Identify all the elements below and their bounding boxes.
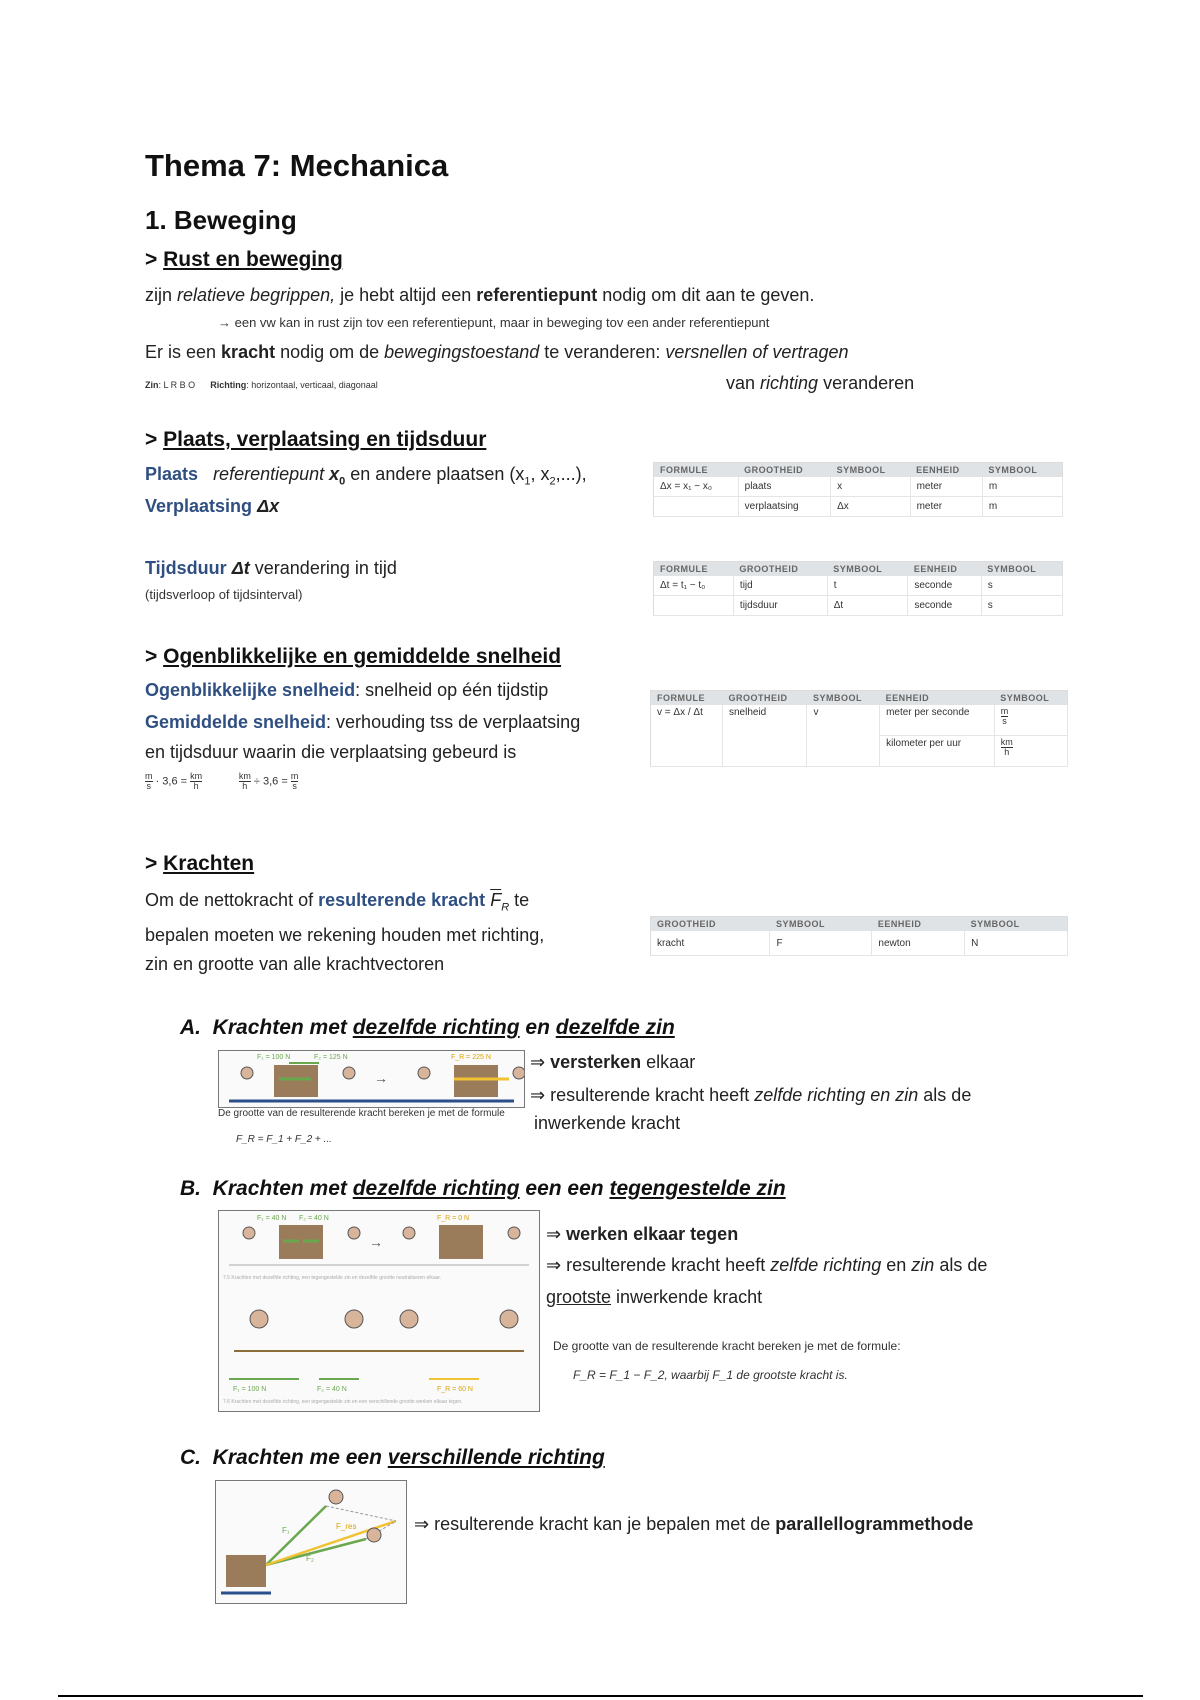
c-bullet-1: ⇒ resulterende kracht kan je bepalen met de parallellogrammethode bbox=[414, 1514, 974, 1534]
table-row: Δt = t₁ − t₀ tijd t seconde s bbox=[654, 576, 1063, 596]
verplaatsing-line: Verplaatsing Δx bbox=[145, 496, 280, 516]
svg-text:F₁ = 40 N: F₁ = 40 N bbox=[257, 1215, 287, 1222]
rust-line-1: zijn relatieve begrippen, je hebt altijd een referentiepunt nodig om dit aan te geven. bbox=[145, 285, 815, 305]
subheading-b: B. Krachten met dezelfde richting een een tegengestelde zin bbox=[180, 1177, 786, 1200]
krachten-line-3: zin en grootte van alle krachtvectoren bbox=[145, 954, 445, 974]
b-bullet-2: ⇒ resulterende kracht heeft zelfde richting en zin als de bbox=[546, 1255, 988, 1275]
rust-line-3: Er is een kracht nodig om de bewegingstoestand te veranderen: versnellen of vertragen bbox=[145, 342, 849, 362]
heading-krachten: > Krachten bbox=[145, 852, 255, 875]
svg-text:F_R = 0 N: F_R = 0 N bbox=[437, 1215, 470, 1222]
svg-text:→: → bbox=[374, 1070, 388, 1086]
a-bullet-2: ⇒ resulterende kracht heeft zelfde richting en zin als de bbox=[530, 1085, 972, 1105]
rust-line-4-right: van richting veranderen bbox=[726, 373, 915, 393]
figure-c-drawing bbox=[216, 1481, 406, 1603]
subheading-a: A. Krachten met dezelfde richting en dezelfde zin bbox=[180, 1016, 675, 1039]
table-snelheid: FORMULE GROOTHEID SYMBOOL EENHEID SYMBOOL v = Δx / Δt snelheid v meter per seconde $\frac{m}{s}$ kilometer per uur $\frac{km}{h}$ bbox=[650, 690, 1068, 767]
b-bullet-1: ⇒ werken elkaar tegen bbox=[546, 1224, 739, 1244]
tijdsduur-line: Tijdsduur Δt verandering in tijd bbox=[145, 558, 397, 578]
figure-b-drawing bbox=[219, 1211, 539, 1411]
figure-a-formula: F_R = F_1 + F_2 + ... bbox=[236, 1134, 332, 1145]
figure-b bbox=[218, 1210, 540, 1412]
krachten-line-2: bepalen moeten we rekening houden met richting, bbox=[145, 925, 545, 945]
svg-text:F₂ = 125 N: F₂ = 125 N bbox=[314, 1054, 348, 1061]
table-kracht: GROOTHEID SYMBOOL EENHEID SYMBOOL kracht F newton N bbox=[650, 916, 1068, 956]
subheading-c: C. Krachten me een verschillende richting bbox=[180, 1446, 605, 1469]
tijdsduur-note: (tijdsverloop of tijdsinterval) bbox=[145, 587, 303, 602]
b-bullet-3: grootste inwerkende kracht bbox=[546, 1287, 763, 1307]
svg-text:F_res: F_res bbox=[336, 1522, 357, 1531]
page-title: Thema 7: Mechanica bbox=[145, 148, 449, 183]
svg-text:→: → bbox=[369, 1234, 383, 1250]
footer-rule bbox=[58, 1695, 1143, 1697]
a-bullet-3: inwerkende kracht bbox=[534, 1113, 681, 1133]
svg-text:F₁ = 100 N: F₁ = 100 N bbox=[233, 1386, 267, 1393]
svg-text:7.6 Krachten met dezelfde ric: 7.6 Krachten met dezelfde richting, een tegengestelde zin en een verschillende grootte werken elkaar tegen. bbox=[223, 1399, 463, 1405]
svg-text:F₁ = 100 N: F₁ = 100 N bbox=[257, 1054, 291, 1061]
figure-c bbox=[215, 1480, 407, 1604]
figure-a-drawing bbox=[219, 1051, 524, 1107]
krachten-line-1: Om de nettokracht of resulterende kracht $\overline{F}_R$ te bbox=[145, 890, 530, 914]
heading-plaats: > Plaats, verplaatsing en tijdsduur bbox=[145, 428, 487, 451]
svg-text:F₁: F₁ bbox=[282, 1526, 290, 1535]
a-bullet-1: ⇒ versterken elkaar bbox=[530, 1052, 696, 1072]
svg-text:F_R = 60 N: F_R = 60 N bbox=[437, 1386, 473, 1393]
section-heading-beweging: 1. Beweging bbox=[145, 205, 297, 235]
heading-rust-en-beweging: > Rust en beweging bbox=[145, 248, 343, 271]
figure-a bbox=[218, 1050, 525, 1108]
table-row: Δx = x₁ − x₀ plaats x meter m bbox=[654, 477, 1063, 497]
heading-snelheid: > Ogenblikkelijke en gemiddelde snelheid bbox=[145, 645, 562, 668]
svg-text:F₂ = 40 N: F₂ = 40 N bbox=[317, 1386, 347, 1393]
rust-line-2: → een vw kan in rust zijn tov een referentiepunt, maar in beweging tov een ander referentiepunt bbox=[218, 315, 770, 330]
plaats-line: Plaats referentiepunt $x_0$ en andere plaatsen ($x_1$, $x_2$,...), bbox=[145, 464, 587, 488]
table-row: verplaatsing Δx meter m bbox=[654, 497, 1063, 517]
gemiddelde-line-2: en tijdsduur waarin die verplaatsing gebeurd is bbox=[145, 742, 517, 762]
conversion-rule: $\frac{m}{s}$ · 3,6 = $\frac{km}{h}$ $\frac{km}{h}$ ÷ 3,6 = $\frac{m}{s}$ bbox=[145, 771, 299, 791]
svg-text:F₂ = 40 N: F₂ = 40 N bbox=[299, 1215, 329, 1222]
table-plaats: FORMULE GROOTHEID SYMBOOL EENHEID SYMBOOL Δx = x₁ − x₀ plaats x meter m verplaatsing Δx meter m bbox=[653, 462, 1063, 517]
b-caption: De grootte van de resulterende kracht bereken je met de formule: bbox=[553, 1339, 901, 1353]
svg-text:F_R = 225 N: F_R = 225 N bbox=[451, 1054, 491, 1061]
gemiddelde-line: Gemiddelde snelheid: verhouding tss de verplaatsing bbox=[145, 712, 581, 732]
b-formula: F_R = F_1 − F_2, waarbij F_1 de grootste kracht is. bbox=[573, 1368, 848, 1382]
table-row: v = Δx / Δt snelheid v meter per seconde $\frac{m}{s}$ bbox=[651, 705, 1068, 736]
svg-text:7.5 Krachten met dezelfde ric: 7.5 Krachten met dezelfde richting, een tegengestelde zin en dezelfde grootte neutraliseren elkaar. bbox=[223, 1275, 442, 1281]
ogenblikkelijke-line: Ogenblikkelijke snelheid: snelheid op één tijdstip bbox=[145, 680, 549, 700]
svg-text:F₂: F₂ bbox=[306, 1554, 314, 1563]
table-row: kracht F newton N bbox=[651, 931, 1068, 956]
table-row: tijdsduur Δt seconde s bbox=[654, 596, 1063, 616]
figure-a-caption: De grootte van de resulterende kracht bereken je met de formule bbox=[218, 1108, 505, 1119]
table-row: kilometer per uur $\frac{km}{h}$ bbox=[651, 736, 1068, 767]
rust-line-4-left: Zin: L R B O Richting: horizontaal, verticaal, diagonaal bbox=[145, 380, 378, 390]
table-tijdsduur: FORMULE GROOTHEID SYMBOOL EENHEID SYMBOOL Δt = t₁ − t₀ tijd t seconde s tijdsduur Δt seconde s bbox=[653, 561, 1063, 616]
